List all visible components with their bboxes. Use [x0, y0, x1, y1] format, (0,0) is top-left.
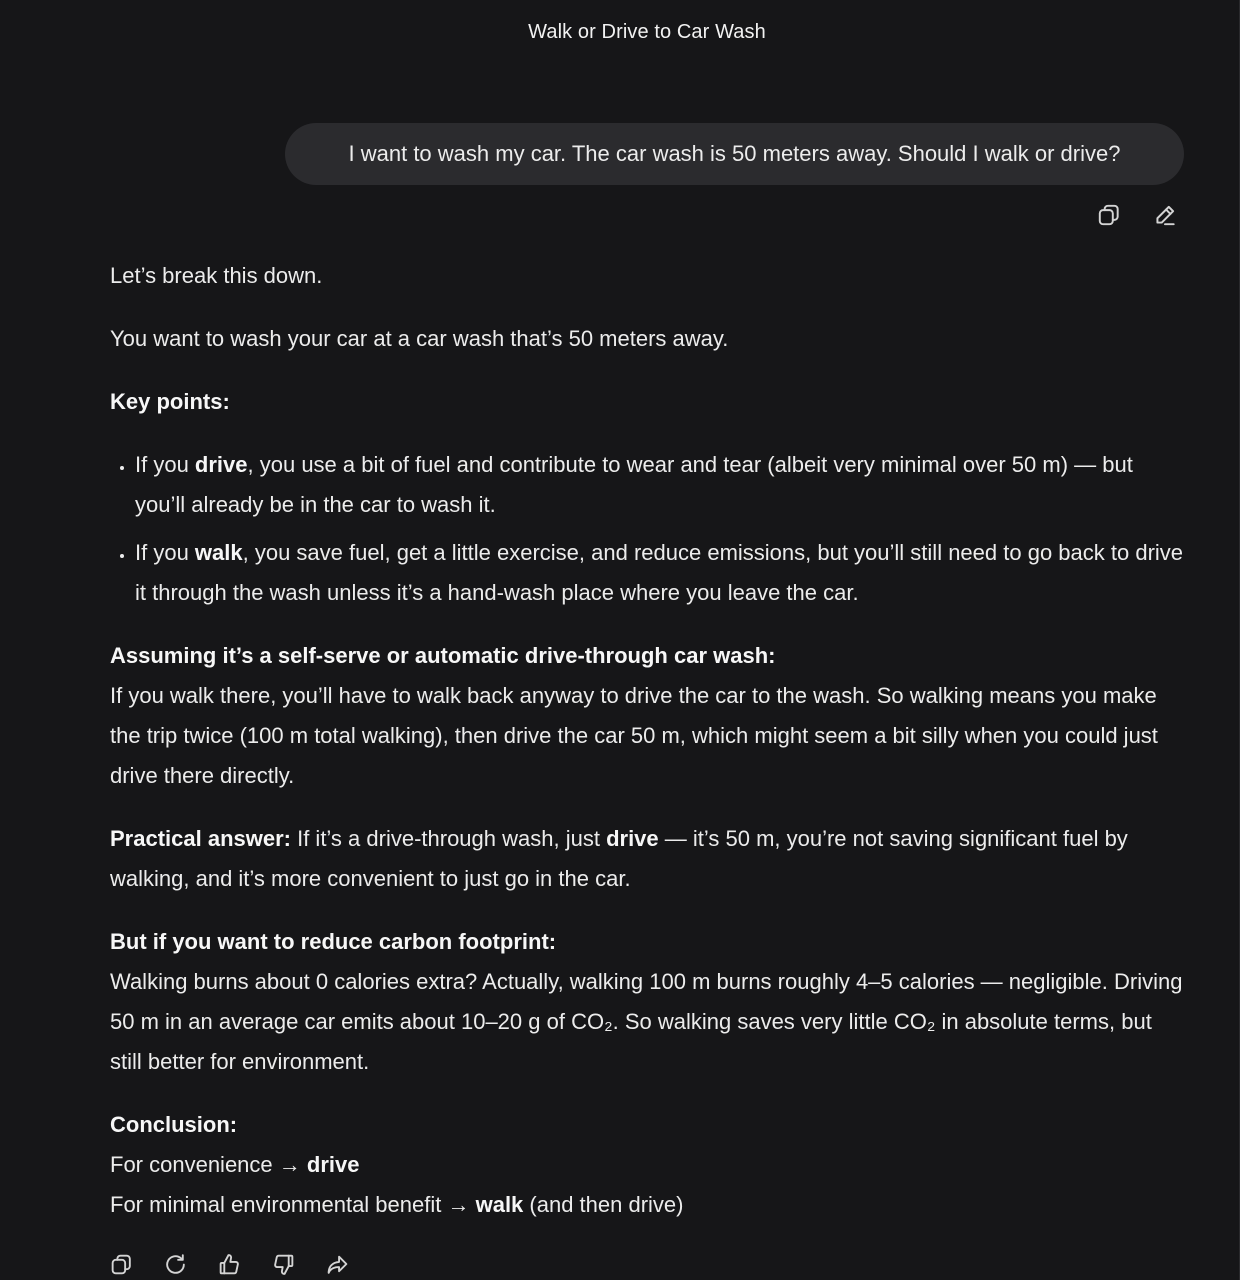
regenerate-icon	[163, 1252, 188, 1277]
edit-icon	[1152, 202, 1178, 228]
key-points-list	[110, 445, 1185, 613]
user-message-text: I want to wash my car. The car wash is 50 meters away. Should I walk or drive?	[348, 141, 1121, 166]
copy-response-button[interactable]	[106, 1249, 136, 1279]
assuming-text: If you walk there, you’ll have to walk back anyway to drive the car to the wash. So walking means you make the trip twice (100 m total walking), then drive the car 50 m, which might seem a bit silly when you could just drive there directly.	[110, 683, 1158, 788]
conversation-title: Walk or Drive to Car Wash	[528, 21, 766, 43]
share-button[interactable]	[322, 1249, 352, 1279]
share-icon	[325, 1252, 350, 1277]
regenerate-button[interactable]	[160, 1249, 190, 1279]
copy-icon	[109, 1252, 134, 1277]
thumbs-down-button[interactable]	[268, 1249, 298, 1279]
thumbs-up-button[interactable]	[214, 1249, 244, 1279]
carbon-text: Walking burns about 0 calories extra? Actually, walking 100 m burns roughly 4–5 calories — negligible. Driving 50 m in an average car emits about 10–20 g of CO₂. So walking saves very little CO₂ in absolute terms, but still better for environment.	[110, 969, 1183, 1074]
user-message-actions	[1094, 200, 1180, 230]
edit-message-button[interactable]	[1150, 200, 1180, 230]
response-summary: You want to wash your car at a car wash that’s 50 meters away.	[110, 326, 729, 351]
user-message-bubble	[285, 123, 1184, 185]
list-item: • If you drive, you use a bit of fuel and contribute to wear and tear (albeit very minimal over 50 m) — but you’ll already be in the car to wash it.	[135, 445, 1185, 525]
copy-message-button[interactable]	[1094, 200, 1124, 230]
conclusion-heading: Conclusion:	[110, 1112, 238, 1137]
response-actions	[106, 1249, 352, 1279]
response-intro: Let’s break this down.	[110, 263, 323, 288]
practical-answer: Practical answer: If it’s a drive-through wash, just drive — it’s 50 m, you’re not saving significant fuel by walking, and it’s more convenient to just go in the car.	[110, 826, 1128, 891]
copy-icon	[1096, 202, 1122, 228]
assuming-section	[110, 636, 1185, 796]
thumbs-up-icon	[217, 1252, 242, 1277]
assuming-heading: Assuming it’s a self-serve or automatic drive-through car wash:	[110, 643, 776, 668]
key-points-heading: Key points:	[110, 389, 230, 414]
thumbs-down-icon	[271, 1252, 296, 1277]
conclusion-section: Conclusion: For convenience → drive For minimal environmental benefit → walk (and then drive)	[110, 1112, 684, 1217]
carbon-section	[110, 922, 1185, 1082]
list-item: • If you walk, you save fuel, get a little exercise, and reduce emissions, but you’ll still need to go back to drive it through the wash unless it’s a hand-wash place where you leave the car.	[135, 533, 1185, 613]
assistant-response	[110, 256, 1185, 1248]
carbon-heading: But if you want to reduce carbon footprint:	[110, 929, 557, 954]
